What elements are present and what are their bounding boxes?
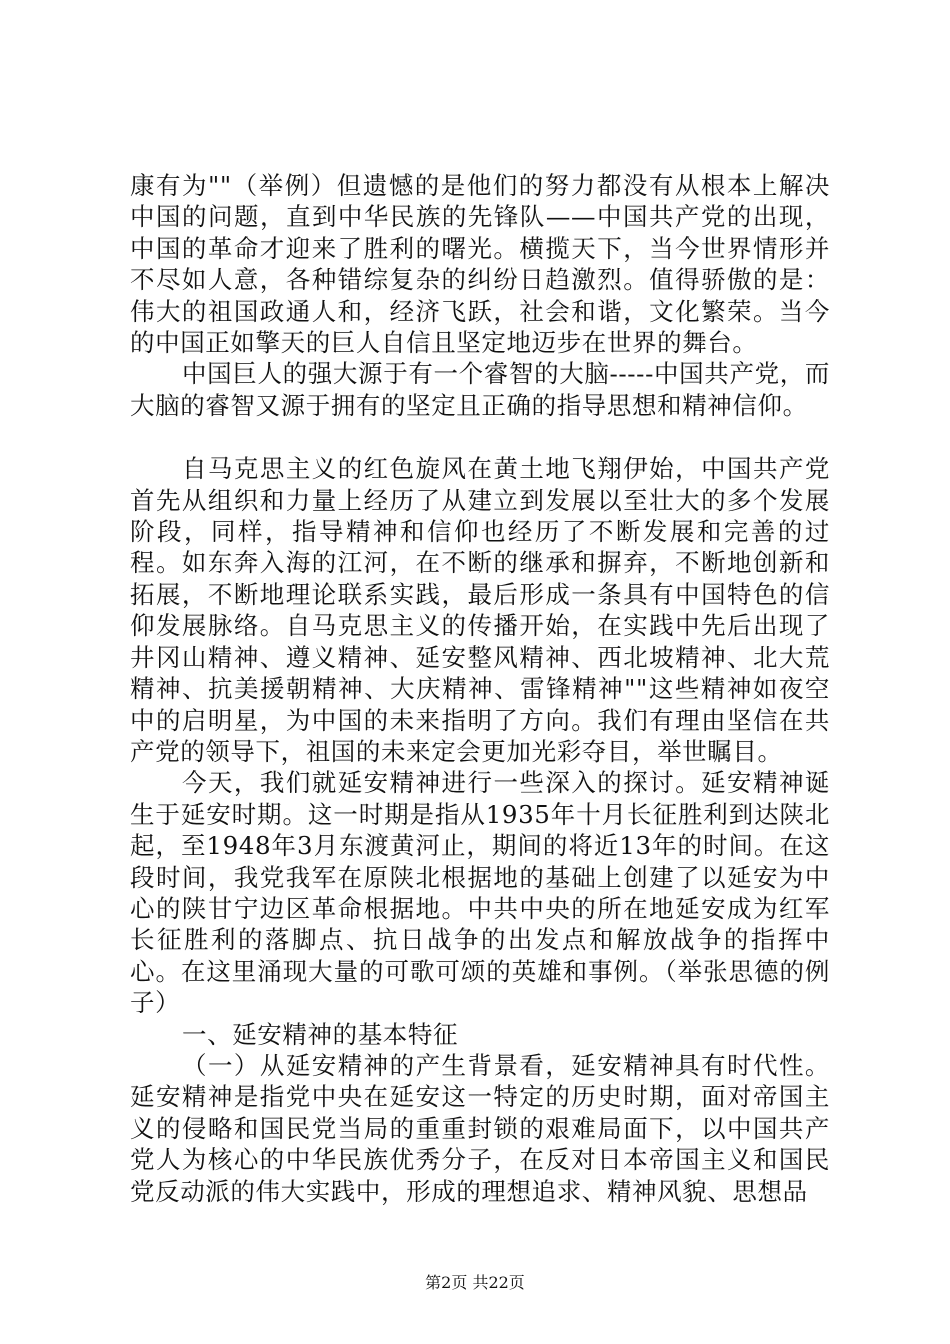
section-heading: 一、延安精神的基本特征: [182, 1019, 459, 1049]
document-body: [130, 170, 830, 1207]
paragraph-3: 自马克思主义的红色旋风在黄土地飞翔伊始，中国共产党首先从组织和力量上经历了从建立到发展以至壮大的多个发展阶段，同样，指导精神和信仰也经历了不断发展和完善的过程。如东奔入海的江河，在不断的继承和摒弃，不断地创新和拓展，不断地理论联系实践，最后形成一条具有中国特色的信仰发展脉络。自马克思主义的传播开始，在实践中先后出现了井冈山精神、遵义精神、延安整风精神、西北坡精神、北大荒精神、抗美援朝精神、大庆精神、雷锋精神""这些精神如夜空中的启明星，为中国的未来指明了方向。我们有理由坚信在共产党的领导下，祖国的未来定会更加光彩夺目，举世瞩目。: [130, 454, 830, 766]
paragraph-2: 中国巨人的强大源于有一个睿智的大脑-----中国共产党，而大脑的睿智又源于拥有的坚定且正确的指导思想和精神信仰。: [130, 359, 830, 420]
page-number-footer: 第2页 共22页: [425, 1273, 525, 1292]
paragraph-5: （一）从延安精神的产生背景看，延安精神具有时代性。延安精神是指党中央在延安这一特定的历史时期，面对帝国主义的侵略和国民党当局的重重封锁的艰难局面下，以中国共产党人为核心的中华民族优秀分子，在反对日本帝国主义和国民党反动派的伟大实践中，形成的理想追求、精神风貌、思想品: [130, 1050, 830, 1206]
paragraph-4: 今天，我们就延安精神进行一些深入的探讨。延安精神诞生于延安时期。这一时期是指从1935年十月长征胜利到达陕北起，至1948年3月东渡黄河止，期间的将近13年的时间。在这段时间，我党我军在原陕北根据地的基础上创建了以延安为中心的陕甘宁边区革命根据地。中共中央的所在地延安成为红军长征胜利的落脚点、抗日战争的出发点和解放战争的指挥中心。在这里涌现大量的可歌可颂的英雄和事例。（举张思德的例子）: [130, 768, 830, 1018]
paragraph-1: 康有为""（举例）但遗憾的是他们的努力都没有从根本上解决中国的问题，直到中华民族的先锋队——中国共产党的出现，中国的革命才迎来了胜利的曙光。横揽天下，当今世界情形并不尽如人意，各种错综复杂的纠纷日趋激烈。值得骄傲的是：伟大的祖国政通人和，经济飞跃，社会和谐，文化繁荣。当今的中国正如擎天的巨人自信且坚定地迈步在世界的舞台。: [130, 171, 830, 358]
paragraph-gap: [130, 421, 830, 453]
